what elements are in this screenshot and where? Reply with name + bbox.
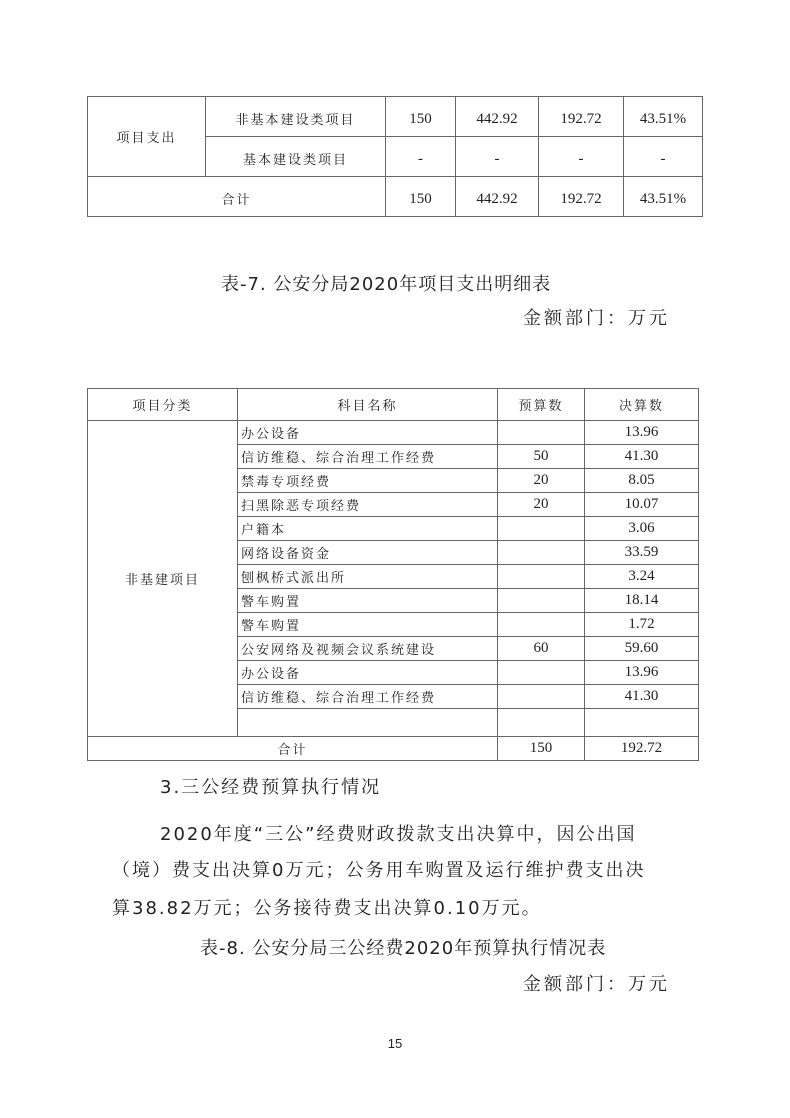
- table7-unit: 金额部门：万元: [523, 308, 670, 329]
- cell-value: 43.51%: [624, 97, 703, 137]
- actual-value: 3.06: [585, 517, 699, 541]
- table7-title: 表-7. 公安分局2020年项目支出明细表: [221, 274, 552, 295]
- actual-value: 33.59: [585, 541, 699, 565]
- table-row: [88, 421, 699, 445]
- row-name: 基本建设类项目: [206, 137, 386, 177]
- actual-value: 59.60: [585, 637, 699, 661]
- cell-value: 150: [386, 177, 456, 217]
- actual-value: 41.30: [585, 685, 699, 709]
- column-header: 项目分类: [88, 389, 238, 421]
- item-name: 刨枫桥式派出所: [238, 565, 498, 589]
- paragraph-line: 算38.82万元；公务接待费支出决算0.10万元。: [112, 898, 542, 919]
- empty-cell: [498, 709, 585, 737]
- project-expenditure-summary-table: [87, 96, 703, 217]
- table-row: [88, 97, 703, 137]
- cell-value: 150: [386, 97, 456, 137]
- budget-total: 150: [498, 737, 585, 761]
- total-label: 合计: [88, 737, 498, 761]
- budget-value: 50: [498, 445, 585, 469]
- item-name: 办公设备: [238, 661, 498, 685]
- cell-value: -: [539, 137, 624, 177]
- actual-value: 10.07: [585, 493, 699, 517]
- item-name: 警车购置: [238, 613, 498, 637]
- total-row: [88, 177, 703, 217]
- budget-value: [498, 565, 585, 589]
- project-expenditure-detail-table: [87, 388, 699, 761]
- actual-value: 8.05: [585, 469, 699, 493]
- actual-value: 18.14: [585, 589, 699, 613]
- cell-value: 192.72: [539, 97, 624, 137]
- budget-value: [498, 421, 585, 445]
- item-name: 信访维稳、综合治理工作经费: [238, 685, 498, 709]
- column-header: 科目名称: [238, 389, 498, 421]
- cell-value: 43.51%: [624, 177, 703, 217]
- total-label: 合计: [88, 177, 386, 217]
- cell-value: -: [624, 137, 703, 177]
- category-cell: 项目支出: [88, 97, 206, 177]
- table8-unit: 金额部门：万元: [523, 974, 670, 995]
- row-name: 非基本建设类项目: [206, 97, 386, 137]
- budget-value: [498, 589, 585, 613]
- cell-value: -: [456, 137, 539, 177]
- table8-title: 表-8. 公安分局三公经费2020年预算执行情况表: [200, 938, 607, 959]
- page-number: 15: [387, 1036, 403, 1051]
- budget-value: 20: [498, 493, 585, 517]
- paragraph-line: 2020年度“三公”经费财政拨款支出决算中，因公出国: [160, 824, 637, 845]
- item-name: 办公设备: [238, 421, 498, 445]
- budget-value: 20: [498, 469, 585, 493]
- column-header: 预算数: [498, 389, 585, 421]
- paragraph-line: （境）费支出决算0万元；公务用车购置及运行维护费支出决: [112, 860, 646, 881]
- budget-value: [498, 661, 585, 685]
- item-name: 警车购置: [238, 589, 498, 613]
- cell-value: 442.92: [456, 97, 539, 137]
- budget-value: [498, 517, 585, 541]
- actual-value: 13.96: [585, 421, 699, 445]
- cell-value: 192.72: [539, 177, 624, 217]
- actual-value: 1.72: [585, 613, 699, 637]
- item-name: 户籍本: [238, 517, 498, 541]
- actual-value: 3.24: [585, 565, 699, 589]
- cell-value: 442.92: [456, 177, 539, 217]
- section-heading: 3.三公经费预算执行情况: [160, 777, 382, 798]
- actual-total: 192.72: [585, 737, 699, 761]
- budget-value: [498, 613, 585, 637]
- item-name: 扫黑除恶专项经费: [238, 493, 498, 517]
- budget-value: [498, 541, 585, 565]
- item-name: 公安网络及视频会议系统建设: [238, 637, 498, 661]
- item-name: 网络设备资金: [238, 541, 498, 565]
- empty-cell: [238, 709, 498, 737]
- budget-value: [498, 685, 585, 709]
- category-cell: 非基建项目: [88, 421, 238, 737]
- item-name: 信访维稳、综合治理工作经费: [238, 445, 498, 469]
- empty-cell: [585, 709, 699, 737]
- total-row: [88, 737, 699, 761]
- table-header-row: [88, 389, 699, 421]
- item-name: 禁毒专项经费: [238, 469, 498, 493]
- budget-value: 60: [498, 637, 585, 661]
- column-header: 决算数: [585, 389, 699, 421]
- actual-value: 41.30: [585, 445, 699, 469]
- actual-value: 13.96: [585, 661, 699, 685]
- cell-value: -: [386, 137, 456, 177]
